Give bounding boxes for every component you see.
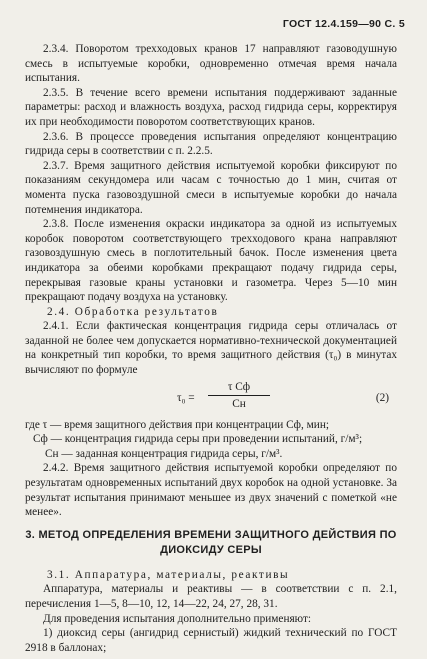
formula-2: [25, 380, 397, 414]
section-title-3: 3. МЕТОД ОПРЕДЕЛЕНИЯ ВРЕМЕНИ ЗАЩИТНОГО ДЕЙСТВИЯ ПО ДИОКСИДУ СЕРЫ: [25, 528, 397, 556]
paragraph-2-3-8: 2.3.8. После изменения окраски индикатора за одной из испытуемых коробок поворотом соответствующего трехходового крана направляют газовоздушную смесь в поглотительный бачок. После изменения цвета индикатора за обеими коробками прекращают подачу гидрида серы, перекрывая газовые краны установки и газометра. Через 5—10 мин прекращают подачу воздуха на установку.: [25, 218, 397, 304]
legend-cn: Cн — заданная концентрация гидрида серы, г/м³.: [45, 447, 283, 460]
page-header: ГОСТ 12.4.159—90 С. 5: [282, 18, 405, 30]
formula-denominator: Cн: [232, 398, 246, 411]
paragraph-3-1-extra: Для проведения испытания дополнительно применяют:: [43, 612, 312, 625]
legend-cf: Cф — концентрация гидрида серы при проведении испытаний, г/м³;: [33, 433, 363, 446]
formula-number: (2): [375, 391, 389, 404]
document-body: [25, 42, 397, 655]
paragraph-2-4-2: 2.4.2. Время защитного действия испытуемой коробки определяют по результатам одновременных испытаний двух коробок на одной установке. За результат испытания принимают меньшее из двух значений с пометкой «не менее».: [25, 462, 397, 519]
paragraph-2-4-1: 2.4.1. Если фактическая концентрация гидрида серы отличалась от заданной не более чем допускается нормативно-технической документацией на конкретный тип коробки, то время защитного действия (τ₀) в минутах вычисляют по формуле: [25, 320, 397, 377]
formula-lhs: τ₀ =: [177, 391, 195, 404]
formula-fraction: [208, 380, 270, 412]
subsection-title-3-1: 3.1. Аппаратура, материалы, реактивы: [47, 568, 290, 581]
legend-tau: где τ — время защитного действия при концентрации Cф, мин;: [25, 418, 330, 431]
formula-numerator: τ Cф: [208, 380, 270, 397]
subsection-title-2-4: 2.4. Обработка результатов: [47, 305, 219, 318]
paragraph-2-3-4: 2.3.4. Поворотом трехходовых кранов 17 направляют газоводушную смесь в испытуемые коробки, одновременно отмечая время начала испытания.: [25, 43, 397, 85]
paragraph-3-1: Аппаратура, материалы и реактивы — в соответствии с п. 2.1, перечисления 1—5, 8—10, 12, 14—22, 24, 27, 28, 31.: [25, 583, 397, 610]
paragraph-2-3-6: 2.3.6. В процессе проведения испытания определяют концентрацию гидрида серы в соответствии с п. 2.2.5.: [25, 130, 397, 158]
paragraph-2-3-7: 2.3.7. Время защитного действия испытуемой коробки фиксируют по показаниям секундомера или часам с точностью до 1 мин, считая от момента пуска газовоздушной смеси в испытуемые коробки до начала потемнения индикатора.: [25, 159, 397, 216]
paragraph-2-3-5: 2.3.5. В течение всего времени испытания поддерживают заданные параметры: расход и влажность воздуха, расход гидрида серы, корректируя их при необходимости поворотом соответствующих кранов.: [25, 86, 397, 128]
list-item-1: 1) диоксид серы (ангидрид сернистый) жидкий технический по ГОСТ 2918 в баллонах;: [25, 627, 397, 654]
